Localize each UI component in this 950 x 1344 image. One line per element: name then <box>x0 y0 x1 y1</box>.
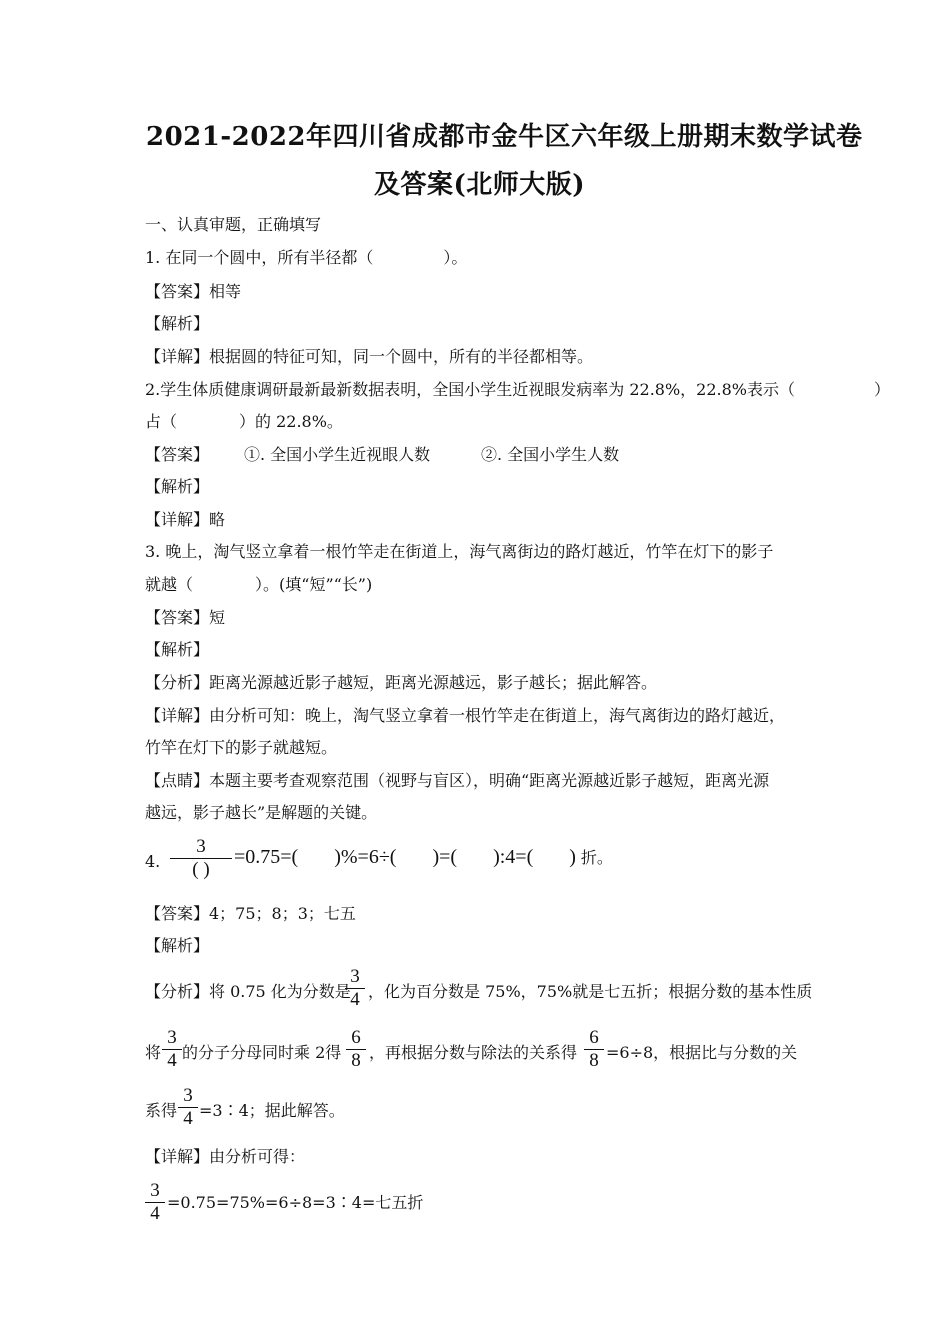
q3-dianjing-line2: 越远，影子越长”是解题的关键。 <box>145 803 378 822</box>
q3-line2-pre: 就越（ <box>145 575 194 594</box>
q4-line2-frac2-num: 6 <box>351 1027 361 1048</box>
q4-line2-frac1-den: 4 <box>167 1050 177 1071</box>
q4-analysis: 【解析】 <box>145 936 210 955</box>
page-title-line1: 2021-2022年四川省成都市金牛区六年级上册期末数学试卷 <box>146 122 863 152</box>
q3-fenxi: 【分析】距离光源越近影子越短，距离光源越远，影子越长；据此解答。 <box>145 673 658 692</box>
q2-line2-pre: 占（ <box>145 412 178 431</box>
q4-line2-mid2: ，再根据分数与除法的关系得 <box>369 1043 578 1062</box>
q3-answer: 【答案】短 <box>145 608 226 627</box>
q4-line3-frac-den: 4 <box>183 1108 193 1129</box>
q4-final-frac-den: 4 <box>150 1203 160 1224</box>
q4-eq2: )%=6÷( <box>334 846 397 868</box>
q4-line2-frac3-den: 8 <box>589 1050 599 1071</box>
q1-question-pre: 1. 在同一个圆中，所有半径都（ <box>145 248 374 267</box>
q4-line3-pre: 系得 <box>145 1101 178 1120</box>
q4-final-frac-num: 3 <box>150 1180 160 1201</box>
q4-eq3: )=( <box>432 846 458 868</box>
q3-question-line2 <box>145 575 372 595</box>
q4-line3-frac-num: 3 <box>183 1085 193 1106</box>
q1-answer: 【答案】相等 <box>145 282 242 301</box>
q4-line2-frac3 <box>584 1027 604 1072</box>
q4-line2-frac2 <box>346 1027 366 1072</box>
q1-analysis: 【解析】 <box>145 314 210 333</box>
q4-line2-mid: 的分子分母同时乘 2得 <box>182 1043 342 1062</box>
q4-fenxi-fraction <box>345 966 365 1011</box>
q4-eq4: ):4=( <box>493 846 534 868</box>
q4-line2-frac3-num: 6 <box>589 1027 599 1048</box>
q4-final-post: =0.75=75%=6÷8=3∶4=七五折 <box>167 1193 424 1212</box>
q4-line2-pre: 将 <box>145 1043 162 1062</box>
q4-fraction <box>170 836 232 881</box>
q4-suffix: 折。 <box>580 848 613 867</box>
q1-question <box>145 248 467 268</box>
q4-equation <box>234 846 613 869</box>
q1-question-post: ）。 <box>443 248 468 267</box>
q4-eq1: =0.75=( <box>234 846 299 868</box>
q4-fenxi-post: ，化为百分数是 75%，75%就是七五折；根据分数的基本性质 <box>368 982 813 1001</box>
q4-fenxi-pre: 【分析】将 0.75 化为分数是 <box>145 982 351 1001</box>
q4-eq5: ) <box>569 846 576 868</box>
q4-line2-frac1 <box>162 1027 182 1072</box>
q2-line2-post: ）的 22.8%。 <box>239 412 343 431</box>
q4-detail: 【详解】由分析可得： <box>145 1147 306 1166</box>
q3-line2-post: ）。(填“短”“长”) <box>255 575 373 594</box>
q2-detail: 【详解】略 <box>145 510 226 529</box>
page-title-line2: 及答案(北师大版) <box>374 170 586 200</box>
q4-number: 4. <box>145 852 161 871</box>
q4-line3-frac <box>178 1085 198 1130</box>
q2-answer-2: ②. 全国小学生人数 <box>481 445 620 464</box>
q4-answer: 【答案】4；75；8；3；七五 <box>145 904 356 923</box>
q1-detail: 【详解】根据圆的特征可知，同一个圆中，所有的半径都相等。 <box>145 347 594 366</box>
q4-line2-frac1-num: 3 <box>167 1027 177 1048</box>
q3-detail-line2: 竹竿在灯下的影子就越短。 <box>145 738 338 757</box>
q4-fenxi-frac-den: 4 <box>350 989 360 1010</box>
q3-analysis: 【解析】 <box>145 640 210 659</box>
q4-line2-post: =6÷8，根据比与分数的关 <box>606 1043 798 1062</box>
q4-line2-frac2-den: 8 <box>351 1050 361 1071</box>
q2-answer-1: ①. 全国小学生近视眼人数 <box>244 445 431 464</box>
q4-fenxi-frac-num: 3 <box>350 966 360 987</box>
q3-dianjing-line1: 【点睛】本题主要考查观察范围（视野与盲区），明确“距离光源越近影子越短，距离光源 <box>145 771 770 790</box>
q4-frac-den: ( ) <box>192 859 210 880</box>
q3-question-line1: 3. 晚上，淘气竖立拿着一根竹竿走在街道上，海气离街边的路灯越近，竹竿在灯下的影子 <box>145 542 774 561</box>
q4-frac-num: 3 <box>196 836 206 857</box>
q4-final-frac <box>145 1180 165 1225</box>
q2-question-line2 <box>145 412 343 432</box>
q2-answer-label: 【答案】 <box>145 445 210 464</box>
q4-line3-post: =3∶4；据此解答。 <box>199 1101 345 1120</box>
section-heading: 一、认真审题，正确填写 <box>145 215 322 234</box>
q2-question-close: ） <box>874 380 891 399</box>
q3-detail-line1: 【详解】由分析可知：晚上，淘气竖立拿着一根竹竿走在街道上，海气离街边的路灯越近， <box>145 706 786 725</box>
q2-analysis: 【解析】 <box>145 477 210 496</box>
q2-question-line1: 2.学生体质健康调研最新最新数据表明，全国小学生近视眼发病率为 22.8%，22.8%表示（ <box>145 380 796 399</box>
